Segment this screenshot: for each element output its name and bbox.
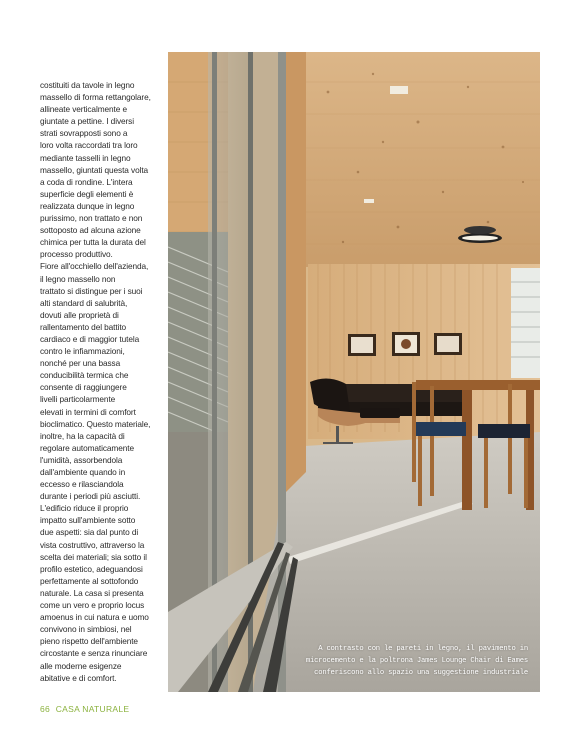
body-text-line: il legno massello non <box>40 273 116 284</box>
body-text-line: contro le infiammazioni, <box>40 346 125 357</box>
body-text-line: superficie degli elementi è <box>40 188 134 199</box>
body-text-line: perfettamente al sottofondo <box>40 575 139 586</box>
caption-line: microcemento e la poltrona James Lounge Chair di Eames <box>305 657 528 666</box>
body-text-line: livelli particolarmente <box>40 394 116 405</box>
photo-caption <box>292 643 528 680</box>
body-text-line: cardiaco e di maggior tutela <box>40 333 140 344</box>
body-text-line: costituiti da tavole in legno <box>40 80 135 90</box>
body-text-line: abitative e di comfort. <box>40 672 117 683</box>
body-text-line: vista costruttivo, attraverso la <box>40 539 145 550</box>
body-text-line: Fiore all'occhiello dell'azienda, <box>40 261 149 272</box>
body-text-line: circostante e senza rinunciare <box>40 648 148 659</box>
interior-photo-art <box>168 52 540 692</box>
body-text-line: alti standard di salubrità, <box>40 297 128 308</box>
body-text-line: conducibilità termica che <box>40 370 129 381</box>
body-text-line: massello, giuntati questa volta <box>40 164 149 175</box>
body-text-line: regolare automaticamente <box>40 442 134 453</box>
body-text-line: durante i periodi più asciutti. <box>40 491 141 502</box>
body-text-line: scelta dei materiali; sia sotto il <box>40 551 147 562</box>
body-text-line: sottoposto ad alcuna azione <box>40 225 141 236</box>
body-text-line: l'umidità, assorbendola <box>40 454 123 465</box>
body-text-line: massello di forma rettangolare, <box>40 92 151 103</box>
body-text-line: realizzata dunque in legno <box>40 200 135 211</box>
body-text-line: alle moderne esigenze <box>40 660 122 671</box>
body-text-line: trattato si distingue per i suoi <box>40 285 143 296</box>
body-text-line: convivono in simbiosi, nel <box>40 624 132 635</box>
body-text-line: dovuti alle proprietà di <box>40 309 119 320</box>
body-text-line: come un vero e proprio locus <box>40 600 145 611</box>
body-text-line: allineate verticalmente e <box>40 104 127 115</box>
body-text-line: eccesso e rilasciandola <box>40 479 124 490</box>
page-footer <box>40 704 129 718</box>
body-text-line: amoenus in cui natura e uomo <box>40 612 149 623</box>
article-body <box>40 79 160 684</box>
interior-photo <box>168 52 540 692</box>
body-text-line: loro volta raccordati tra loro <box>40 140 138 151</box>
body-text-line: profilo estetico, adeguandosi <box>40 563 143 574</box>
body-text-line: consente di raggiungere <box>40 382 127 393</box>
body-text-line: chimica per tutta la durata del <box>40 237 146 248</box>
body-text-line: elevati in termini di comfort <box>40 406 136 417</box>
magazine-name: CASA NATURALE <box>55 704 130 714</box>
body-text-line: rallentamento del battito <box>40 321 127 332</box>
body-text-line: inoltre, ha la capacità di <box>40 430 125 441</box>
body-text-line: a coda di rondine. L'intera <box>40 176 133 187</box>
body-text-line: due aspetti: sia dal punto di <box>40 527 139 538</box>
body-text-line: nonché per una bassa <box>40 358 121 369</box>
body-text-line: purissimo, non trattato e non <box>40 213 143 224</box>
body-text-line: impatto sull'ambiente sotto <box>40 515 136 526</box>
caption-line: A contrasto con le pareti in legno, il pavimento in <box>318 645 528 653</box>
body-text-line: naturale. La casa si presenta <box>40 587 144 598</box>
page-number: 66 <box>40 704 51 714</box>
body-text-line: bioclimatico. Questo materiale, <box>40 418 151 429</box>
body-text-line: mediante tasselli in legno <box>40 152 131 163</box>
body-text-line: dall'ambiente quando in <box>40 467 126 477</box>
body-text-line: pieno rispetto dell'ambiente <box>40 636 138 647</box>
caption-line: conferiscono allo spazio una suggestione industriale <box>314 669 528 678</box>
body-text-line: giuntate a pettine. I diversi <box>40 116 134 127</box>
body-text-line: L'edificio riduce il proprio <box>40 503 129 514</box>
body-text-line: strati sovrapposti sono a <box>40 128 128 139</box>
body-text-line: processo produttivo. <box>40 249 113 260</box>
